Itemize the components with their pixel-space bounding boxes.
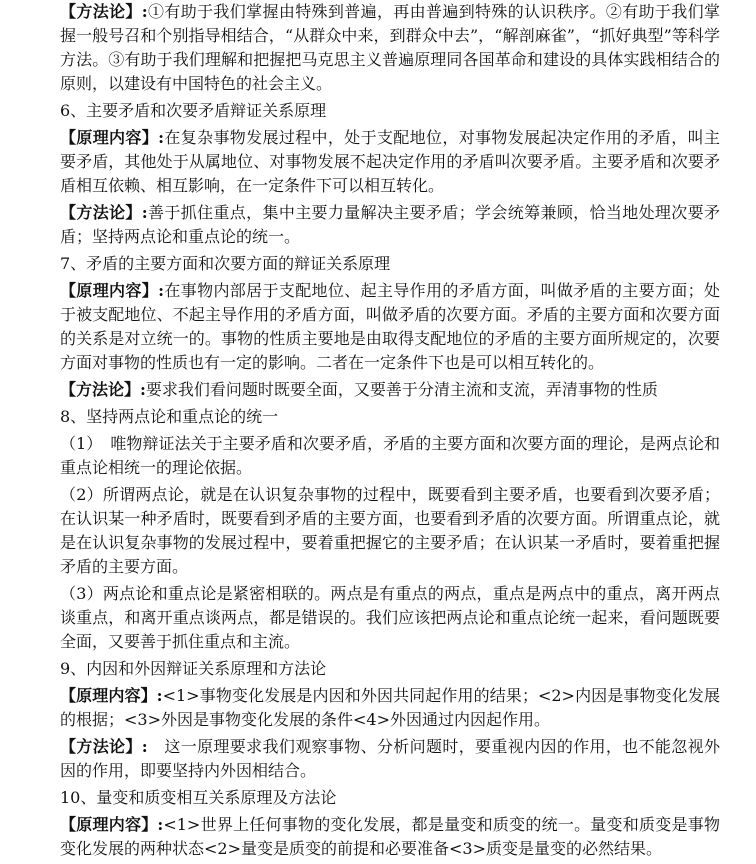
paragraph-tag: 【原理内容】: <box>60 128 165 147</box>
paragraph-text: 这一原理要求我们观察事物、分析问题时，要重视内因的作用，也不能忽视外因的作用，即要坚持内外因相结合。 <box>60 737 720 780</box>
paragraph-methodology-1 <box>60 0 720 96</box>
section-heading-9: 9、内因和外因辩证关系原理和方法论 <box>60 659 327 678</box>
paragraph-item-8-1 <box>60 432 720 480</box>
paragraph-principle-6 <box>60 126 720 198</box>
paragraph-tag: 【原理内容】: <box>60 686 163 705</box>
section-heading-6: 6、主要矛盾和次要矛盾辩证关系原理 <box>60 101 327 120</box>
paragraph-methodology-7 <box>60 378 720 402</box>
paragraph-principle-7 <box>60 279 720 375</box>
paragraph-text: （2）所谓两点论，就是在认识复杂事物的过程中，既要看到主要矛盾，也要看到次要矛盾；在认识某一种矛盾时，既要看到矛盾的主要方面，也要看到矛盾的次要方面。所谓重点论，就是在认识复杂事物的发展过程中，要着重把握它的主要矛盾；在认识某一矛盾时，要着重把握矛盾的主要方面。 <box>60 485 720 576</box>
paragraph-principle-10 <box>60 813 720 861</box>
document-body <box>60 0 720 864</box>
paragraph-text: （1） 唯物辩证法关于主要矛盾和次要矛盾，矛盾的主要方面和次要方面的理论，是两点论和重点论相统一的理论依据。 <box>60 434 720 477</box>
paragraph-text: 善于抓住重点，集中主要力量解决主要矛盾；学会统筹兼顾，恰当地处理次要矛盾；坚持两点论和重点论的统一。 <box>60 203 720 246</box>
paragraph-text: 要求我们看问题时既要全面，又要善于分清主流和支流，弄清事物的性质 <box>145 380 658 399</box>
paragraph-text: 在事物内部居于支配地位、起主导作用的矛盾方面，叫做矛盾的主要方面；处于被支配地位、不起主导作用的矛盾方面，叫做矛盾的次要方面。矛盾的主要方面和次要方面的关系是对立统一的。事物的性质主要地是由取得支配地位的矛盾的主要方面所规定的，次要方面对事物的性质也有一定的影响。二者在一定条件下也是可以相互转化的。 <box>60 281 720 372</box>
paragraph-item-8-2 <box>60 483 720 579</box>
section-heading-7: 7、矛盾的主要方面和次要方面的辩证关系原理 <box>60 254 391 273</box>
section-heading-8: 8、坚持两点论和重点论的统一 <box>60 407 279 426</box>
paragraph-tag: 【方法论】: <box>60 380 146 399</box>
paragraph-text: （3）两点论和重点论是紧密相联的。两点是有重点的两点，重点是两点中的重点，离开两点谈重点，和离开重点谈两点，都是错误的。我们应该把两点论和重点论统一起来，看问题既要全面，又要善于抓住重点和主流。 <box>60 584 720 651</box>
paragraph-methodology-9 <box>60 735 720 783</box>
paragraph-text: <1>事物变化发展是内因和外因共同起作用的结果；<2>内因是事物变化发展的根据；<3>外因是事物变化发展的条件<4>外因通过内因起作用。 <box>60 686 720 729</box>
paragraph-item-8-3 <box>60 582 720 654</box>
paragraph-principle-9 <box>60 684 720 732</box>
paragraph-text: 在复杂事物发展过程中，处于支配地位，对事物发展起决定作用的矛盾，叫主要矛盾，其他处于从属地位、对事物发展不起决定作用的矛盾叫次要矛盾。主要矛盾和次要矛盾相互依赖、相互影响，在一定条件下可以相互转化。 <box>60 128 720 195</box>
paragraph-tag: 【原理内容】: <box>60 815 164 834</box>
section-heading-10: 10、量变和质变相互关系原理及方法论 <box>60 788 337 807</box>
paragraph-text: <1>世界上任何事物的变化发展，都是量变和质变的统一。量变和质变是事物变化发展的两种状态<2>量变是质变的前提和必要准备<3>质变是量变的必然结果。 <box>60 815 720 858</box>
paragraph-tag: 【方法论】: <box>60 203 148 222</box>
paragraph-tag: 【方法论】: <box>60 737 148 756</box>
paragraph-tag: 【原理内容】: <box>60 281 165 300</box>
paragraph-text: ①有助于我们掌握由特殊到普遍，再由普遍到特殊的认识秩序。②有助于我们掌握一般号召和个别指导相结合，“从群众中来，到群众中去”，“解剖麻雀”，“抓好典型”等科学方法。③有助于我们理解和把握把马克思主义普遍原理同各国革命和建设的具体实践相结合的原则，以建设有中国特色的社会主义。 <box>60 2 720 93</box>
paragraph-tag: 【方法论】: <box>60 2 148 21</box>
paragraph-methodology-6 <box>60 201 720 249</box>
